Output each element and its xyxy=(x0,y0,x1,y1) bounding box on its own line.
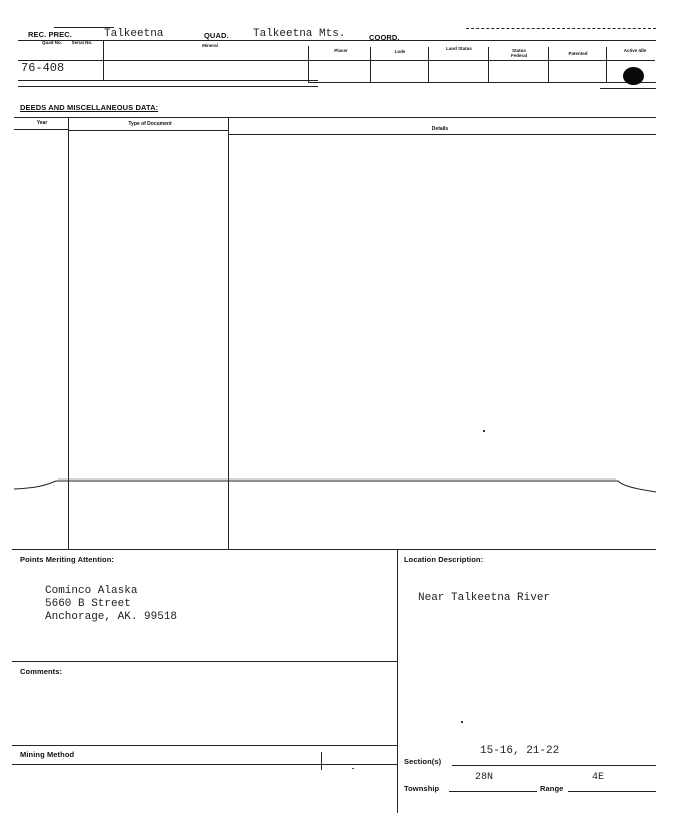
township-value: 28N xyxy=(475,772,494,783)
col-divider xyxy=(308,46,309,83)
table-bottom-line-right xyxy=(308,82,656,83)
col-header-serial-no: Serial No. xyxy=(71,40,93,45)
range-label: Range xyxy=(540,784,564,793)
table-bottom-line-3 xyxy=(600,88,656,89)
pen-mark xyxy=(321,752,322,770)
col-header-patented: Patented xyxy=(568,51,588,56)
top-rule-right xyxy=(466,28,656,29)
page-seam xyxy=(0,470,678,510)
points-meriting-text xyxy=(45,585,177,624)
comments-label: Comments: xyxy=(20,667,63,676)
deeds-col-details: Details xyxy=(431,126,449,132)
col-header-land-status: Land Status xyxy=(446,46,472,51)
township-underline xyxy=(449,791,537,792)
col-header-mineral: Mineral xyxy=(202,43,218,48)
col-divider xyxy=(370,47,371,83)
location-description-value: Near Talkeetna River xyxy=(418,592,551,604)
mining-method-bottom-line xyxy=(12,764,397,765)
col-header-lode: Lode xyxy=(394,49,406,54)
deeds-header-bottom xyxy=(68,130,228,131)
quad-value: Talkeetna Mts. xyxy=(253,28,346,40)
col-divider xyxy=(488,47,489,83)
address-line: 5660 B Street xyxy=(45,598,131,610)
sections-value: 15-16, 21-22 xyxy=(480,745,560,757)
active-indicator-dot xyxy=(623,67,644,85)
col-divider xyxy=(548,47,549,83)
rec-prec-value: Talkeetna xyxy=(104,28,164,40)
deeds-header-bottom xyxy=(14,129,68,130)
col-header-status-federal: Status Federal xyxy=(510,48,527,58)
address-line: Cominco Alaska xyxy=(45,585,138,597)
township-label: Township xyxy=(404,784,440,793)
address-line: Anchorage, AK. 99518 xyxy=(45,611,178,623)
sections-underline xyxy=(452,765,656,766)
bottom-vertical-divider xyxy=(397,549,398,813)
col-header-active-idle: Active Idle xyxy=(623,48,647,53)
speck xyxy=(461,721,463,723)
bottom-section-top xyxy=(12,549,656,550)
coord-label: COORD. xyxy=(369,33,400,42)
speck xyxy=(483,430,485,432)
quad-label: QUAD. xyxy=(204,31,229,40)
range-value: 4E xyxy=(592,772,605,783)
location-description-label: Location Description: xyxy=(404,555,484,564)
table-top-line xyxy=(18,40,656,41)
table-mid-line xyxy=(18,60,655,61)
table-bottom-line xyxy=(18,80,318,81)
sections-label: Section(s) xyxy=(404,757,442,766)
mining-method-label: Mining Method xyxy=(20,750,75,759)
deeds-header-bottom xyxy=(228,134,656,135)
comments-top-line xyxy=(12,661,397,662)
table-bottom-line-2 xyxy=(18,86,318,87)
col-divider xyxy=(428,47,429,83)
deeds-col-type: Type of Document xyxy=(128,121,172,127)
deeds-col-year: Year xyxy=(36,120,48,126)
col-divider xyxy=(606,47,607,83)
deeds-section-title: DEEDS AND MISCELLANEOUS DATA: xyxy=(20,103,159,112)
quad-number-value: 76-408 xyxy=(21,61,65,75)
deeds-header-top xyxy=(14,117,656,118)
col-header-quad-no: Quad No. xyxy=(42,40,62,45)
rec-prec-label: REC. PREC. xyxy=(28,30,72,39)
points-meriting-label: Points Meriting Attention: xyxy=(20,555,114,564)
col-header-placer: Placer xyxy=(334,48,348,53)
speck xyxy=(352,768,354,769)
col-divider xyxy=(103,40,104,81)
range-underline xyxy=(568,791,656,792)
mining-method-top-line xyxy=(12,745,397,746)
